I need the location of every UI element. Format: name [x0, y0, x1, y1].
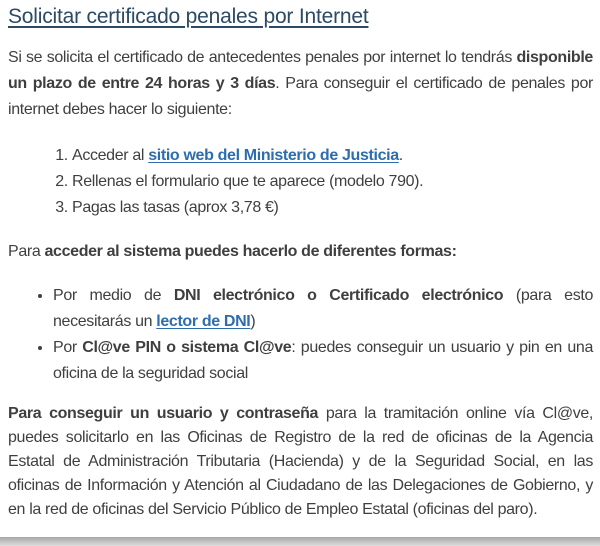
text-segment: ): [250, 313, 256, 330]
method-item-dni: [53, 283, 593, 335]
steps-ordered-list: [8, 143, 593, 221]
text-segment: DNI electrónico o Certificado electrónico: [173, 287, 504, 304]
access-methods-paragraph: [8, 239, 593, 265]
method-item-clave: [53, 335, 593, 387]
text-segment: : puedes conseguir un usuario y pin en una oficina de la seguridad social: [53, 339, 593, 382]
text-segment: Por medio de: [53, 287, 174, 304]
text-segment: disponible un plazo de entre 24 horas y 3 días: [8, 49, 593, 92]
text-segment: acceder al sistema puedes hacerlo de diferentes formas:: [44, 243, 457, 260]
step-item-3: [72, 195, 593, 221]
text-segment: (para esto necesitarás un: [53, 287, 594, 330]
credentials-paragraph: [8, 402, 593, 522]
section-title-link[interactable]: Solicitar certificado penales por Internet: [8, 5, 369, 28]
text-segment: Si se solicita el certificado de antecedentes penales por internet lo tendrás: [8, 49, 517, 66]
access-methods-list: [8, 283, 593, 387]
text-segment: Para conseguir un usuario y contraseña: [8, 405, 319, 422]
text-segment: Pagas las tasas (aprox 3,78 €): [72, 199, 279, 216]
text-segment: Rellenas el formulario que te aparece (modelo 790).: [72, 173, 424, 190]
intro-paragraph: [8, 45, 593, 123]
step-item-1: [72, 143, 593, 169]
text-segment: .: [398, 147, 403, 164]
text-segment: Cl@ve PIN o sistema Cl@ve: [82, 339, 292, 356]
text-segment: . Para conseguir el certificado de penales por internet debes hacer lo siguiente:: [8, 75, 593, 118]
text-segment: Acceder al: [72, 147, 149, 164]
section-title: [8, 3, 593, 30]
bottom-divider-bar: [0, 537, 600, 546]
ministerio-justicia-link[interactable]: sitio web del Ministerio de Justicia: [148, 147, 399, 164]
lector-dni-link[interactable]: lector de DNI: [156, 313, 251, 330]
text-segment: para la tramitación online vía Cl@ve, puedes solicitarlo en las Oficinas de Registro de la red de oficinas de la Agencia Estatal de Administración Tributaria (Hacienda) y de la Seguridad Social, en las oficinas de Información y Atención al Ciudadano de las Delegaciones de Gobierno, y en la red de oficinas del Servicio Público de Empleo Estatal (oficinas del paro).: [8, 405, 594, 518]
step-item-2: [72, 169, 593, 195]
text-segment: Para: [8, 243, 45, 260]
text-segment: Por: [53, 339, 83, 356]
